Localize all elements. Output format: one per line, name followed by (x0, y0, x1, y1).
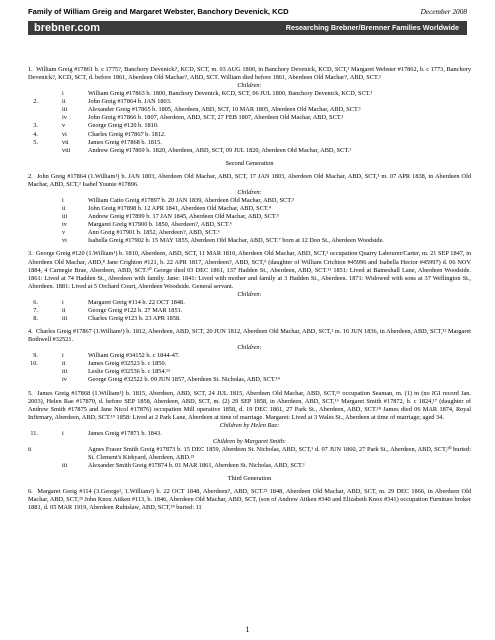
child-row (28, 197, 471, 205)
child-row (28, 352, 471, 360)
child-row (28, 98, 471, 106)
child-text: George Greig #32522 b. 09 JUN 1857, Aberdeen St. Nicholas, ABD, SCT.¹⁴ (88, 376, 280, 384)
child-text: James Greig #32523 b. c 1850. (88, 360, 167, 368)
child-row (28, 213, 471, 221)
child-roman: i (62, 298, 64, 306)
site-logo[interactable]: brebner.com (34, 22, 101, 34)
child-roman: ii (62, 205, 66, 213)
entry-number: 6. (28, 488, 33, 496)
child-row (28, 114, 471, 122)
child-text: William Greig #17863 b. 1800, Banchory Devenick, KCD, SCT, 06 JUL 1800, Banchory Devenick, KCD, SCT.¹ (88, 90, 373, 98)
child-row (28, 430, 471, 438)
child-row (28, 122, 471, 130)
page-number: 1 (245, 624, 250, 634)
child-roman: v (62, 122, 66, 130)
child-text: George Greig #120 b. 1810. (88, 122, 159, 130)
entry-number: 2. (28, 172, 33, 180)
child-row (28, 376, 471, 384)
child-roman: i (62, 352, 64, 360)
family-entry (28, 488, 471, 512)
child-roman: iii (62, 368, 68, 376)
generation-heading: Second Generation (225, 159, 274, 167)
child-number: 6. (33, 298, 38, 306)
child-text: John Greig #17898 b. 12 APR 1841, Aberdeen Old Machar, ABD, SCT.⁴ (88, 205, 272, 213)
child-roman: iii (62, 462, 68, 469)
entry-text (28, 250, 471, 290)
child-text: Charles Greig #123 b. 23 APR 1858. (88, 314, 181, 322)
entry-text (28, 328, 471, 344)
child-row (28, 147, 471, 155)
child-roman: ii (62, 98, 66, 106)
child-text: Isabella Greig #17902 b. 15 MAY 1855, Aberdeen Old Machar, ABD, SCT.⁷ born at 12 Don St., Aberdeen Woodside. (88, 237, 384, 245)
entry-body: Charles Greig #17867 (1.William¹) b. 1812, Aberdeen, ABD, SCT, 20 JUN 1812, Aberdeen Old Machar, ABD, SCT,¹ m. 16 JUN 1836, in Aberdeen, ABD, SCT,¹² Margaret Bothwell #32521. (28, 328, 471, 344)
entry-text (28, 488, 471, 512)
family-entry (28, 173, 471, 246)
child-text: John Greig #17866 b. 1807, Aberdeen, ABD, SCT, 27 FEB 1807, Aberdeen Old Machar, ABD, SCT.¹ (88, 114, 344, 122)
children-label: Children by Margaret Smith: (213, 437, 286, 445)
child-text: Charles Greig #17867 b. 1812. (88, 130, 166, 138)
child-row (28, 90, 471, 98)
child-roman: iii (62, 106, 68, 114)
entry-text (28, 66, 471, 82)
child-text: John Greig #17864 b. JAN 1803. (88, 98, 172, 106)
child-row (28, 131, 471, 139)
children-label: Children: (237, 82, 262, 90)
child-number: 8. (33, 314, 38, 322)
child-row (28, 139, 471, 147)
entry-number: 1. (28, 66, 33, 73)
child-number: 3. (33, 122, 38, 130)
entry-body: John Greig #17864 (1.William¹) b. JAN 1803, Aberdeen Old Machar, ABD, SCT, 17 JAN 1803, Aberdeen Old Machar, ABD, SCT,¹ m. 07 APR 1838, in Aberdeen Old Machar, ABD, SCT,³ Isabel Younie #17896. (28, 172, 471, 188)
child-text: Alexander Greig #17865 b. 1805, Aberdeen, ABD, SCT, 10 MAR 1805, Aberdeen Old Machar, ABD, SCT.¹ (88, 106, 361, 114)
child-text: Ann Greig #17901 b. 1852, Aberdeen?, ABD, SCT.⁶ (88, 229, 220, 237)
entry-body: James Greig #17868 (1.William¹) b. 1815, Aberdeen, ABD, SCT, 24 JUL 1815, Aberdeen Old Machar, ABD, SCT,¹⁵ occupation Seaman, m. (1) m (no IGI record Jan. 2003), Helen Rae #17870, d. before SEP 1858, Aberdeen, ABD, SCT, m. (2) 29 SEP 1858, in Aberdeen, ABD, SCT,¹⁶ Margaret Smith #17872, b. c 1824,¹⁷ (daughter of Andrew Smith #17875 and Jane Nicol #17876) occupation Mill operative 1858, d. 19 DEC 1861, 27 Park St., Aberdeen, ABD, SCT.¹⁸ James died 06 MAR 1874, Royal Infirmary, Aberdeen, ABD, SCT.¹⁹ 1858: Lived at 2 Park Lane, Aberdeen at time of marriage. Margaret: Lived at 3 Wales St., Aberdeen at time of marriage; aged 34. (28, 389, 471, 421)
document-date: December 2008 (420, 7, 467, 16)
child-roman: vi (62, 130, 67, 138)
children-label: Children: (237, 344, 262, 352)
child-row (28, 360, 471, 368)
entry-text (28, 390, 471, 422)
child-text: Agnes Fraser Smith Greig #17873 b. 15 DEC 1859, Aberdeen St. Nicholas, ABD, SCT,¹ d. 07 JUN 1860, 27 Park St., Aberdeen, ABD, SCT,²⁰ buried: St. Clement's Kirkyard, Aberdeen, ABD.²¹ (88, 445, 471, 461)
child-text: Andrew Greig #17899 b. 17 JAN 1845, Aberdeen Old Machar, ABD, SCT.⁵ (88, 213, 280, 221)
child-roman: vi (62, 237, 67, 245)
child-row (28, 307, 471, 315)
entry-body: George Greig #120 (1.William¹) b. 1810, Aberdeen, ABD, SCT, 11 MAR 1810, Aberdeen Old Machar, ABD, SCT,¹ occupation Quarry Labourer/Carter, m. 21 SEP 1847, in Aberdeen Old Machar, ABD,⁸ Jane Crighton #121, b. 22 APR 1817, Aberdeen?, ABD, SCT,⁹ (daughter of William Crichton #45996 and Isabella Hector #45997) d. 06 NOV 1884, 4 Carnegie Brae, Aberdeen, ABD, SCT.¹⁰ George died 03 DEC 1861, 137 Hadden St., Aberdeen, ABD, SCT.¹¹ 1851: Lived at Baineshall Lane, Aberdeen Woodside. 1861: Lived at 74 Hadden St., Aberdeen with family. Jane: 1841: Lived with mother and family at 3 Hadden St., Aberdeen. 1871: Widowed with sons at 37 Wellington St., Aberdeen. 1881: Lived at 5 Orchard Court, Aberdeen Woodside. General servant. (28, 250, 471, 290)
child-text: Margaret Greig #114 b. 22 OCT 1848. (88, 298, 185, 306)
child-roman: iii (62, 314, 68, 322)
child-row (28, 221, 471, 229)
child-roman: vii (62, 138, 69, 146)
child-text: Alexander Smith Greig #17874 b. 01 MAR 1861, Aberdeen St. Nicholas, ABD, SCT.¹ (88, 462, 305, 469)
entry-body: Margaret Greig #114 (3.George², 1.William¹) b. 22 OCT 1848, Aberdeen?, ABD, SCT.²² 1848, Aberdeen Old Machar, ABD, SCT, m. 29 DEC 1866, in Aberdeen Old Machar, ABD, SCT,²³ John Knox Aitken #113, b. 1846, Aberdeen Old Machar, ABD, SCT, (son of Andrew Aitken #340 and Elizabeth Knox #341) occupation Furniture broker 1881, d. 05 MAR 1919, Aberdeen Rubislaw, ABD, SCT,²⁴ buried: 11 (28, 488, 471, 512)
child-roman: i (62, 429, 64, 437)
child-text: James Greig #17868 b. 1815. (88, 138, 162, 146)
child-number: 5. (33, 138, 38, 146)
entry-number: 5. (28, 389, 33, 397)
child-text: James Greig #17871 b. 1843. (88, 429, 162, 437)
child-text: Margaret Greig #17900 b. 1850, Aberdeen?, ABD, SCT.⁶ (88, 221, 232, 229)
child-number: 11. (30, 429, 38, 437)
family-entry (28, 390, 471, 471)
entry-body: William Greig #17861 b. c 1775?, Banchory Devenick?, KCD, SCT, m. 03 AUG 1800, in Banchory Devenick, KCD, SCT,¹ Margaret Webster #17862, b. c 1773, Banchory Devenick?, KCD, SCT, d. before 1861, Aberdeen Old Machar?, ABD, SCT. William died before 1861, Aberdeen Old Machar?, ABD, SCT.² (28, 66, 471, 82)
children-label: Children: (237, 290, 262, 298)
document-body (28, 66, 471, 517)
entry-number: 4. (28, 328, 33, 336)
child-row (28, 237, 471, 245)
child-number: 2. (33, 98, 38, 106)
child-number: 4. (33, 130, 38, 138)
child-text: Leslie Greig #32536 b. c 1854.¹³ (88, 368, 170, 376)
child-text: William Catto Greig #17897 b. 20 JAN 1839, Aberdeen Old Machar, ABD, SCT.³ (88, 196, 295, 204)
children-label: Children: (237, 188, 262, 196)
child-roman: viii (62, 146, 71, 154)
child-row (28, 229, 471, 237)
child-roman: ii (62, 360, 66, 368)
child-row (28, 299, 471, 307)
entry-text (28, 173, 471, 189)
child-roman: ii (62, 306, 66, 314)
site-tagline: Researching Brebner/Bremner Families Worldwide (285, 23, 459, 32)
child-roman: iv (62, 376, 67, 384)
document-title: Family of William Greig and Margaret Webster, Banchory Devenick, KCD (28, 7, 289, 16)
children-label: Children by Helen Rae: (219, 421, 280, 429)
family-entry (28, 66, 471, 155)
child-text: George Greig #122 b. 27 MAR 1851. (88, 306, 183, 314)
family-entry (28, 328, 471, 385)
child-roman: iv (62, 221, 67, 229)
child-row (28, 462, 471, 470)
child-roman: iv (62, 114, 67, 122)
child-roman: i (62, 90, 64, 98)
generation-heading: Third Generation (227, 475, 272, 483)
child-row (28, 315, 471, 323)
child-row (28, 205, 471, 213)
child-number: 9. (33, 352, 38, 360)
child-number: 10. (30, 360, 38, 368)
child-number: 7. (33, 306, 38, 314)
child-text: William Greig #34152 b. c 1844-47. (88, 352, 180, 360)
child-row (28, 368, 471, 376)
entry-number: 3. (28, 250, 33, 258)
child-roman: i (62, 196, 64, 204)
site-banner (28, 21, 467, 35)
child-roman: v (62, 229, 66, 237)
page-header (28, 7, 467, 18)
child-row (28, 106, 471, 114)
child-roman: ii (28, 445, 32, 453)
child-roman: iii (62, 213, 68, 221)
child-text: Andrew Greig #17869 b. 1820, Aberdeen, ABD, SCT, 09 JUL 1820, Aberdeen Old Machar, ABD, SCT.¹ (88, 146, 352, 154)
family-entry (28, 250, 471, 323)
child-row (28, 446, 471, 462)
